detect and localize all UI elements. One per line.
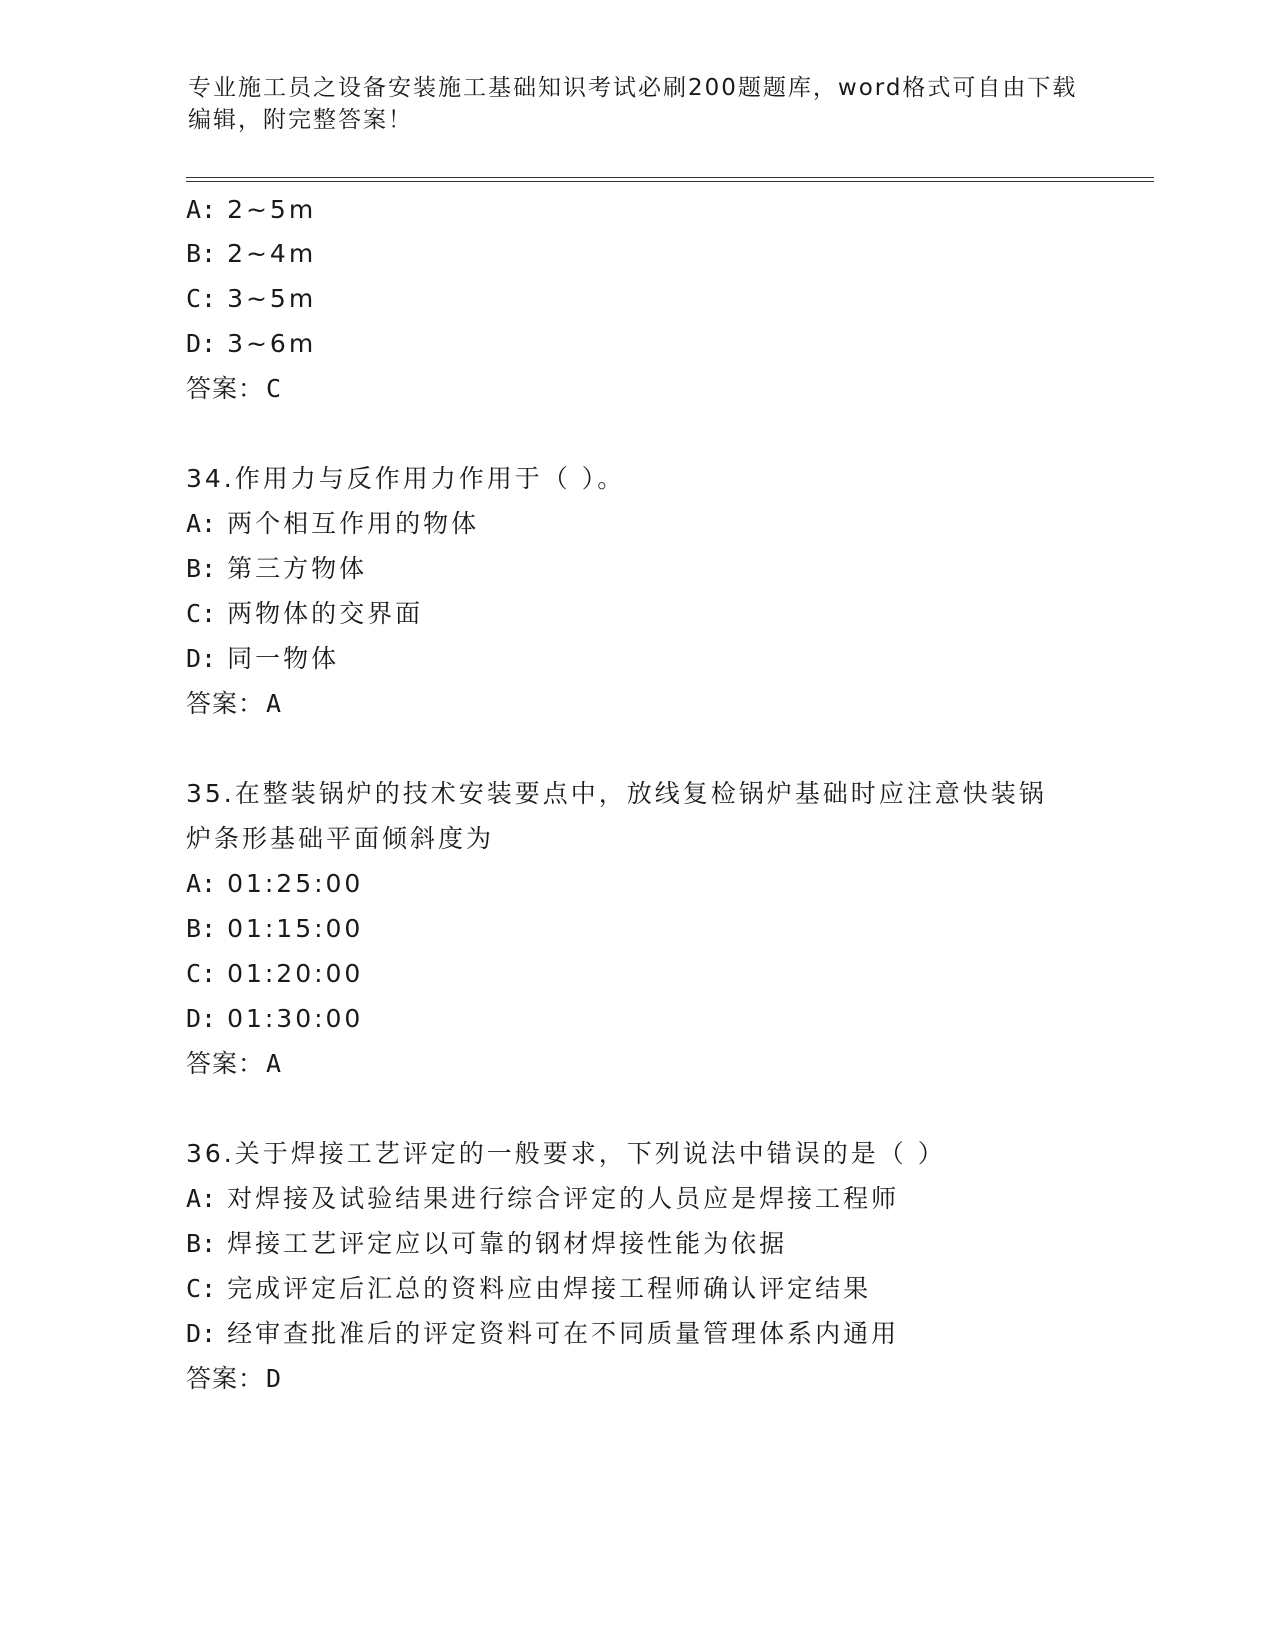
header-line-2: 编辑，附完整答案！: [188, 107, 413, 133]
option-b: [186, 1229, 787, 1259]
option-letter: C:: [186, 1274, 217, 1303]
answer-value: D: [266, 1364, 283, 1393]
option-d: [186, 1319, 899, 1349]
option-text: 01:20:00: [227, 959, 364, 988]
option-b: [186, 239, 316, 269]
option-b: [186, 554, 367, 584]
answer-label: 答案：: [186, 689, 265, 718]
option-text: 两物体的交界面: [227, 599, 424, 628]
header-divider-top: [186, 177, 1154, 178]
answer-line: [186, 1364, 282, 1394]
option-a: [186, 509, 479, 539]
option-letter: A:: [186, 869, 217, 898]
header-divider-bottom: [186, 181, 1154, 182]
option-letter: A:: [186, 509, 217, 538]
option-letter: B:: [186, 1229, 217, 1258]
option-text: 3~5m: [227, 284, 317, 313]
answer-line: [186, 689, 282, 719]
option-text: 2~5m: [227, 195, 317, 224]
answer-value: A: [266, 1049, 283, 1078]
option-text: 焊接工艺评定应以可靠的钢材焊接性能为依据: [227, 1229, 788, 1258]
option-d: [186, 329, 316, 359]
option-letter: C:: [186, 284, 217, 313]
option-c: [186, 599, 423, 629]
option-d: [186, 1004, 363, 1034]
answer-line: [186, 374, 282, 404]
option-a: [186, 869, 363, 899]
option-letter: B:: [186, 914, 217, 943]
option-letter: D:: [186, 644, 217, 673]
answer-value: A: [266, 689, 283, 718]
option-text: 完成评定后汇总的资料应由焊接工程师确认评定结果: [227, 1274, 872, 1303]
option-letter: A:: [186, 195, 217, 224]
option-text: 2~4m: [227, 239, 317, 268]
option-c: [186, 1274, 871, 1304]
option-letter: C:: [186, 959, 217, 988]
header-line-1: 专业施工员之设备安装施工基础知识考试必刷200题题库，word格式可自由下载: [188, 75, 1078, 101]
question-34-stem: 34.作用力与反作用力作用于（ ）。: [186, 464, 626, 493]
answer-label: 答案：: [186, 1364, 265, 1393]
question-35-stem-line-1: 35.在整装锅炉的技术安装要点中，放线复检锅炉基础时应注意快装锅: [186, 779, 1047, 808]
option-b: [186, 914, 363, 944]
answer-value: C: [266, 374, 283, 403]
option-c: [186, 284, 316, 314]
option-letter: D:: [186, 329, 217, 358]
option-text: 第三方物体: [227, 554, 368, 583]
document-header: [188, 72, 1088, 136]
option-c: [186, 959, 363, 989]
option-text: 01:25:00: [227, 869, 364, 898]
option-text: 对焊接及试验结果进行综合评定的人员应是焊接工程师: [227, 1184, 900, 1213]
option-text: 01:15:00: [227, 914, 364, 943]
option-letter: B:: [186, 239, 217, 268]
option-text: 01:30:00: [227, 1004, 364, 1033]
option-a: [186, 195, 316, 225]
option-letter: D:: [186, 1319, 217, 1348]
option-letter: C:: [186, 599, 217, 628]
answer-label: 答案：: [186, 1049, 265, 1078]
option-text: 两个相互作用的物体: [227, 509, 480, 538]
answer-label: 答案：: [186, 374, 265, 403]
option-text: 同一物体: [227, 644, 340, 673]
option-text: 经审查批准后的评定资料可在不同质量管理体系内通用: [227, 1319, 900, 1348]
option-text: 3~6m: [227, 329, 317, 358]
option-letter: A:: [186, 1184, 217, 1213]
option-d: [186, 644, 339, 674]
option-a: [186, 1184, 899, 1214]
option-letter: D:: [186, 1004, 217, 1033]
answer-line: [186, 1049, 282, 1079]
question-35-stem-line-2: 炉条形基础平面倾斜度为: [186, 824, 495, 853]
question-36-stem: 36.关于焊接工艺评定的一般要求，下列说法中错误的是（ ）: [186, 1139, 946, 1168]
option-letter: B:: [186, 554, 217, 583]
